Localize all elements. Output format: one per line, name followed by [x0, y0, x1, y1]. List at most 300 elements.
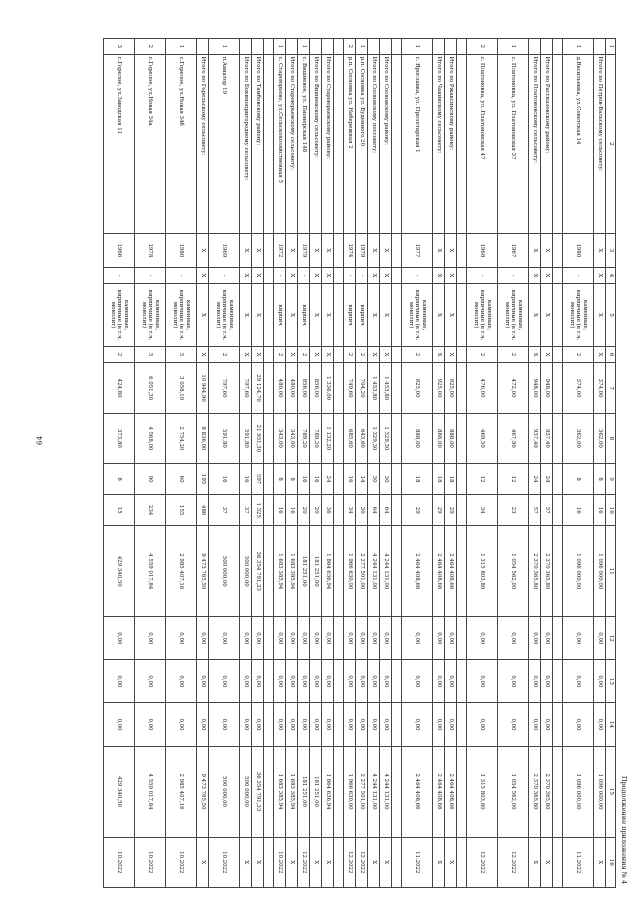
- table-cell: 0,00: [240, 703, 252, 746]
- table-cell: X: [252, 234, 264, 268]
- subtotal-row: [380, 39, 392, 888]
- col-header-9: 9: [606, 464, 616, 495]
- subtotal-row: [252, 39, 264, 888]
- table-cell: 1 132,20: [322, 413, 334, 463]
- table-cell: 0,00: [344, 660, 356, 703]
- table-cell: 643,60: [356, 413, 368, 463]
- subtotal-row: [541, 39, 553, 888]
- table-cell: 1 096 000,00: [594, 746, 606, 837]
- table-cell: 20: [310, 495, 322, 526]
- table-cell: 0,00: [322, 617, 334, 660]
- table-cell: 181 251,00: [310, 746, 322, 837]
- table-cell: 0,00: [274, 617, 286, 660]
- table-cell: 11.2022: [402, 837, 433, 887]
- table-cell: X: [594, 346, 606, 363]
- table-cell: [334, 346, 344, 363]
- table-cell: 0,00: [380, 617, 392, 660]
- table-cell: 1 054 562,00: [498, 526, 529, 617]
- table-cell: -: [344, 267, 356, 284]
- table-row: [344, 39, 356, 888]
- table-cell: 4 559 017,84: [135, 746, 166, 837]
- table-cell: [553, 464, 563, 495]
- table-row: [209, 39, 240, 888]
- housing-repair-table: [103, 38, 616, 888]
- table-cell: 925,00: [402, 363, 433, 413]
- table-cell: 888,00: [402, 413, 433, 463]
- table-cell: [334, 746, 344, 837]
- table-cell: 0,00: [380, 703, 392, 746]
- table-cell: [264, 39, 274, 55]
- table-cell: каменные, кирпичные (в т.ч. монолит): [209, 284, 240, 346]
- table-cell: [392, 703, 402, 746]
- table-cell: [392, 413, 402, 463]
- table-cell: X: [445, 267, 457, 284]
- table-cell: 925,00: [433, 363, 445, 413]
- table-cell: 476,00: [467, 363, 498, 413]
- table-cell: 0,00: [104, 617, 135, 660]
- table-cell: 1 096 000,00: [594, 526, 606, 617]
- col-header-8: 8: [606, 413, 616, 463]
- table-cell: 6 051,30: [135, 363, 166, 413]
- table-cell: 0,00: [541, 660, 553, 703]
- table-cell: 1: [356, 39, 368, 55]
- table-cell: [553, 39, 563, 55]
- table-cell: 1: [274, 39, 286, 55]
- table-cell: X: [433, 284, 445, 346]
- table-cell: X: [286, 284, 298, 346]
- subtotal-row: [594, 39, 606, 888]
- table-cell: 12.2022: [498, 837, 529, 887]
- table-cell: 0,00: [402, 660, 433, 703]
- table-cell: X: [529, 346, 541, 363]
- table-cell: 500 000,00: [240, 526, 252, 617]
- table-cell: [553, 363, 563, 413]
- table-cell: X: [368, 267, 380, 284]
- table-cell: 1: [166, 39, 197, 55]
- table-cell: п.Авиатор 19: [209, 54, 240, 234]
- table-cell: X: [286, 234, 298, 268]
- table-cell: X: [252, 267, 264, 284]
- spacer-row: [457, 39, 467, 888]
- table-cell: 2 464 408,66: [445, 746, 457, 837]
- table-cell: 0,00: [498, 660, 529, 703]
- table-cell: 4 244 131,00: [368, 526, 380, 617]
- table-cell: 937,40: [541, 413, 553, 463]
- table-cell: [334, 495, 344, 526]
- table-cell: [457, 837, 467, 887]
- table-cell: 2: [344, 346, 356, 363]
- table-cell: 16: [344, 464, 356, 495]
- table-cell: 8 836,00: [197, 413, 209, 463]
- table-cell: 0,00: [344, 617, 356, 660]
- table-cell: 749,60: [344, 363, 356, 413]
- table-cell: X: [433, 346, 445, 363]
- table-cell: Итого по Староюрьевскому сельсовету:: [286, 54, 298, 234]
- table-cell: [457, 703, 467, 746]
- table-cell: [264, 413, 274, 463]
- table-cell: 2 277 501,00: [356, 526, 368, 617]
- table-cell: 155: [166, 495, 197, 526]
- table-cell: 1: [209, 39, 240, 55]
- table-cell: X: [197, 837, 209, 887]
- table-cell: с. Ярославка, ул. Пролетарская 1: [402, 54, 433, 234]
- table-cell: 0,00: [166, 703, 197, 746]
- table-cell: -: [135, 267, 166, 284]
- table-cell: [334, 617, 344, 660]
- table-cell: 8: [104, 464, 135, 495]
- table-cell: 0,00: [252, 703, 264, 746]
- table-cell: 0,00: [529, 660, 541, 703]
- table-cell: 64: [368, 495, 380, 526]
- table-cell: [264, 617, 274, 660]
- table-cell: 0,00: [541, 617, 553, 660]
- table-cell: [310, 39, 322, 55]
- subtotal-row: [310, 39, 322, 888]
- table-cell: каменные, кирпичные (в т.ч. монолит): [104, 284, 135, 346]
- table-cell: 789,20: [310, 413, 322, 463]
- table-row: [298, 39, 310, 888]
- table-cell: 0,00: [135, 660, 166, 703]
- table-cell: 29 124,70: [252, 363, 264, 413]
- col-header-16: 16: [606, 837, 616, 887]
- table-cell: [264, 346, 274, 363]
- table-cell: 948,00: [541, 363, 553, 413]
- subtotal-row: [368, 39, 380, 888]
- table-cell: 1978: [135, 234, 166, 268]
- col-header-15: 15: [606, 746, 616, 837]
- table-cell: 16: [209, 464, 240, 495]
- table-cell: [264, 54, 274, 234]
- table-cell: 0,00: [322, 703, 334, 746]
- appendix-caption: Продолжение приложения № 4: [620, 775, 628, 884]
- table-cell: X: [529, 234, 541, 268]
- col-header-2: 2: [606, 54, 616, 234]
- table-cell: X: [240, 267, 252, 284]
- table-cell: 0,00: [166, 617, 197, 660]
- table-cell: 0,00: [433, 660, 445, 703]
- table-cell: Итого по Вишневскому сельсовету:: [310, 54, 322, 234]
- col-header-10: 10: [606, 495, 616, 526]
- table-cell: X: [594, 837, 606, 887]
- table-cell: [334, 703, 344, 746]
- table-cell: 0,00: [541, 703, 553, 746]
- table-cell: 30: [380, 464, 392, 495]
- table-cell: 0,00: [356, 660, 368, 703]
- table-cell: X: [541, 346, 553, 363]
- table-cell: 1 315 803,80: [467, 746, 498, 837]
- table-cell: -: [274, 267, 286, 284]
- table-cell: [322, 39, 334, 55]
- table-cell: 0,00: [252, 660, 264, 703]
- table-cell: 12.2022: [344, 837, 356, 887]
- table-cell: 937,40: [529, 413, 541, 463]
- table-cell: 429 340,50: [104, 526, 135, 617]
- table-cell: 1 683 385,94: [286, 526, 298, 617]
- table-cell: X: [433, 267, 445, 284]
- table-cell: [553, 660, 563, 703]
- col-header-11: 11: [606, 526, 616, 617]
- table-cell: 789,20: [298, 413, 310, 463]
- table-cell: X: [197, 284, 209, 346]
- table-cell: 1: [498, 39, 529, 55]
- table-cell: X: [380, 234, 392, 268]
- table-cell: X: [433, 234, 445, 268]
- table-cell: 2 464 408,66: [402, 526, 433, 617]
- table-cell: X: [252, 346, 264, 363]
- table-cell: 374,00: [594, 363, 606, 413]
- table-cell: 60: [166, 464, 197, 495]
- table-cell: 2 754,20: [166, 413, 197, 463]
- table-cell: X: [445, 234, 457, 268]
- table-cell: [457, 267, 467, 284]
- table-cell: [264, 660, 274, 703]
- table-cell: 373,80: [104, 413, 135, 463]
- table-cell: 0,00: [356, 703, 368, 746]
- table-cell: д.Васильевка, ул.Советская 14: [563, 54, 594, 234]
- table-cell: 1 864 636,94: [322, 746, 334, 837]
- table-cell: 30: [368, 464, 380, 495]
- table-cell: 12: [467, 464, 498, 495]
- table-cell: 1 966 630,00: [344, 746, 356, 837]
- table-cell: 1974: [344, 234, 356, 268]
- table-cell: [457, 39, 467, 55]
- table-cell: [457, 413, 467, 463]
- table-cell: 591,80: [209, 413, 240, 463]
- table-cell: [457, 526, 467, 617]
- table-cell: [392, 495, 402, 526]
- table-cell: 16: [563, 495, 594, 526]
- table-cell: 0,00: [104, 703, 135, 746]
- table-cell: 591,80: [240, 413, 252, 463]
- table-cell: 1966: [104, 234, 135, 268]
- table-row: [274, 39, 286, 888]
- table-cell: 597: [252, 464, 264, 495]
- table-cell: [392, 660, 402, 703]
- table-cell: 343,00: [274, 413, 286, 463]
- table-cell: [334, 837, 344, 887]
- table-cell: 234: [135, 495, 166, 526]
- table-cell: [433, 39, 445, 55]
- table-cell: 12.2022: [298, 837, 310, 887]
- table-cell: 36 354 791,33: [252, 526, 264, 617]
- table-cell: 0,00: [209, 703, 240, 746]
- subtotal-row: [240, 39, 252, 888]
- table-cell: [392, 267, 402, 284]
- table-cell: -: [298, 267, 310, 284]
- table-cell: 0,00: [240, 617, 252, 660]
- table-cell: [334, 464, 344, 495]
- table-cell: 10.2022: [274, 837, 286, 887]
- table-cell: 3: [104, 39, 135, 55]
- table-cell: 21 931,30: [252, 413, 264, 463]
- table-cell: 2 370 365,80: [529, 746, 541, 837]
- table-cell: 181 251,00: [298, 526, 310, 617]
- table-cell: X: [322, 284, 334, 346]
- table-cell: 500 000,00: [209, 526, 240, 617]
- col-header-1: 1: [606, 39, 616, 55]
- table-cell: 24: [541, 464, 553, 495]
- table-cell: Итого по Сосновскому району:: [380, 54, 392, 234]
- table-cell: 0,00: [197, 703, 209, 746]
- table-cell: 2: [498, 346, 529, 363]
- table-cell: 925,00: [445, 363, 457, 413]
- table-cell: [457, 363, 467, 413]
- table-cell: 0,00: [240, 660, 252, 703]
- table-cell: 30: [356, 495, 368, 526]
- table-cell: 0,00: [594, 703, 606, 746]
- table-cell: 10.2022: [104, 837, 135, 887]
- table-cell: 1: [298, 39, 310, 55]
- table-cell: 4 244 131,00: [380, 526, 392, 617]
- table-cell: 0,00: [356, 617, 368, 660]
- table-cell: [392, 363, 402, 413]
- table-cell: [392, 284, 402, 346]
- spacer-row: [392, 39, 402, 888]
- table-cell: [392, 617, 402, 660]
- table-cell: X: [197, 267, 209, 284]
- table-cell: X: [380, 837, 392, 887]
- table-cell: X: [322, 234, 334, 268]
- table-cell: 0,00: [197, 660, 209, 703]
- table-cell: [553, 495, 563, 526]
- table-cell: [368, 39, 380, 55]
- table-cell: 500 000,00: [240, 746, 252, 837]
- table-cell: 856,00: [310, 363, 322, 413]
- table-cell: 0,00: [402, 703, 433, 746]
- subtotal-row: [197, 39, 209, 888]
- table-cell: Итого по Рассказовскому району:: [541, 54, 553, 234]
- table-cell: X: [529, 284, 541, 346]
- table-cell: X: [310, 837, 322, 887]
- table-cell: 856,00: [298, 363, 310, 413]
- table-cell: -: [467, 267, 498, 284]
- table-cell: 34: [467, 495, 498, 526]
- table-cell: [380, 39, 392, 55]
- table-cell: 0,00: [197, 617, 209, 660]
- table-cell: X: [197, 234, 209, 268]
- table-cell: 480,00: [286, 363, 298, 413]
- table-cell: кирпич: [274, 284, 286, 346]
- table-cell: 469,50: [467, 413, 498, 463]
- table-cell: 8: [563, 464, 594, 495]
- table-cell: 2: [344, 39, 356, 55]
- table-row: [104, 39, 135, 888]
- table-cell: с. Платоновка, ул. Платоновская 47: [467, 54, 498, 234]
- table-cell: 64: [380, 495, 392, 526]
- table-cell: [457, 54, 467, 234]
- table-cell: X: [240, 234, 252, 268]
- table-cell: каменные, кирпичные (в т.ч. монолит): [498, 284, 529, 346]
- table-cell: [264, 267, 274, 284]
- table-cell: с.Горелое, ул.Новая 34б: [166, 54, 197, 234]
- table-cell: 0,00: [310, 617, 322, 660]
- table-cell: 2 985 407,16: [166, 526, 197, 617]
- table-cell: 0,00: [286, 660, 298, 703]
- table-cell: 34: [344, 495, 356, 526]
- table-cell: 1: [402, 39, 433, 55]
- table-cell: X: [252, 837, 264, 887]
- table-cell: 0,00: [252, 617, 264, 660]
- table-cell: 9 473 765,50: [197, 746, 209, 837]
- table-cell: [553, 413, 563, 463]
- table-cell: [334, 284, 344, 346]
- table-cell: [264, 234, 274, 268]
- table-cell: X: [310, 346, 322, 363]
- table-cell: 704,20: [356, 363, 368, 413]
- table-cell: 0,00: [135, 617, 166, 660]
- table-cell: с. Вишневое, ул. Пионерская 148: [298, 54, 310, 234]
- table-cell: 0,00: [209, 660, 240, 703]
- table-cell: 0,00: [310, 660, 322, 703]
- table-cell: X: [310, 284, 322, 346]
- table-cell: каменные, кирпичные (в т.ч. монолит): [467, 284, 498, 346]
- table-cell: X: [310, 267, 322, 284]
- table-cell: 0,00: [433, 703, 445, 746]
- table-cell: 797,60: [240, 363, 252, 413]
- table-row: [498, 39, 529, 888]
- table-cell: X: [594, 267, 606, 284]
- table-cell: с.Горелое, ул.Заводская 11: [104, 54, 135, 234]
- table-cell: 1 453,80: [368, 363, 380, 413]
- table-cell: X: [368, 234, 380, 268]
- table-cell: кирпич: [356, 284, 368, 346]
- table-cell: 10.2022: [209, 837, 240, 887]
- table-cell: [392, 837, 402, 887]
- table-cell: 2: [563, 346, 594, 363]
- table-cell: -: [498, 267, 529, 284]
- table-cell: 480,00: [274, 363, 286, 413]
- table-cell: 16: [286, 495, 298, 526]
- table-cell: 1 325: [252, 495, 264, 526]
- table-cell: 23: [498, 495, 529, 526]
- table-cell: 36 354 791,33: [252, 746, 264, 837]
- table-cell: 12.2022: [356, 837, 368, 887]
- table-cell: 1 329,30: [380, 413, 392, 463]
- table-cell: 2: [274, 346, 286, 363]
- table-cell: 797,60: [209, 363, 240, 413]
- table-row: [166, 39, 197, 888]
- subtotal-row: [286, 39, 298, 888]
- table-cell: X: [310, 234, 322, 268]
- table-cell: р.п. Сосновка ул. Буденного 20: [356, 54, 368, 234]
- table-cell: [392, 39, 402, 55]
- table-cell: [264, 363, 274, 413]
- table-cell: Итого по Сосновскому поссовету:: [368, 54, 380, 234]
- table-cell: 0,00: [286, 703, 298, 746]
- table-cell: 37: [240, 495, 252, 526]
- table-cell: [457, 495, 467, 526]
- table-cell: 2 277 501,00: [356, 746, 368, 837]
- table-cell: 2 370 365,80: [541, 526, 553, 617]
- table-cell: -: [563, 267, 594, 284]
- table-cell: 2 464 408,66: [402, 746, 433, 837]
- table-cell: [392, 746, 402, 837]
- table-cell: 2: [467, 39, 498, 55]
- table-cell: 181 251,00: [310, 526, 322, 617]
- table-cell: [457, 234, 467, 268]
- table-cell: X: [541, 267, 553, 284]
- table-cell: 0,00: [594, 617, 606, 660]
- table-cell: [553, 703, 563, 746]
- table-cell: 29: [445, 495, 457, 526]
- table-cell: X: [286, 837, 298, 887]
- table-cell: 57: [541, 495, 553, 526]
- table-cell: 5: [135, 346, 166, 363]
- subtotal-row: [322, 39, 334, 888]
- table-cell: 90: [135, 464, 166, 495]
- table-cell: 0,00: [467, 617, 498, 660]
- table-cell: [264, 746, 274, 837]
